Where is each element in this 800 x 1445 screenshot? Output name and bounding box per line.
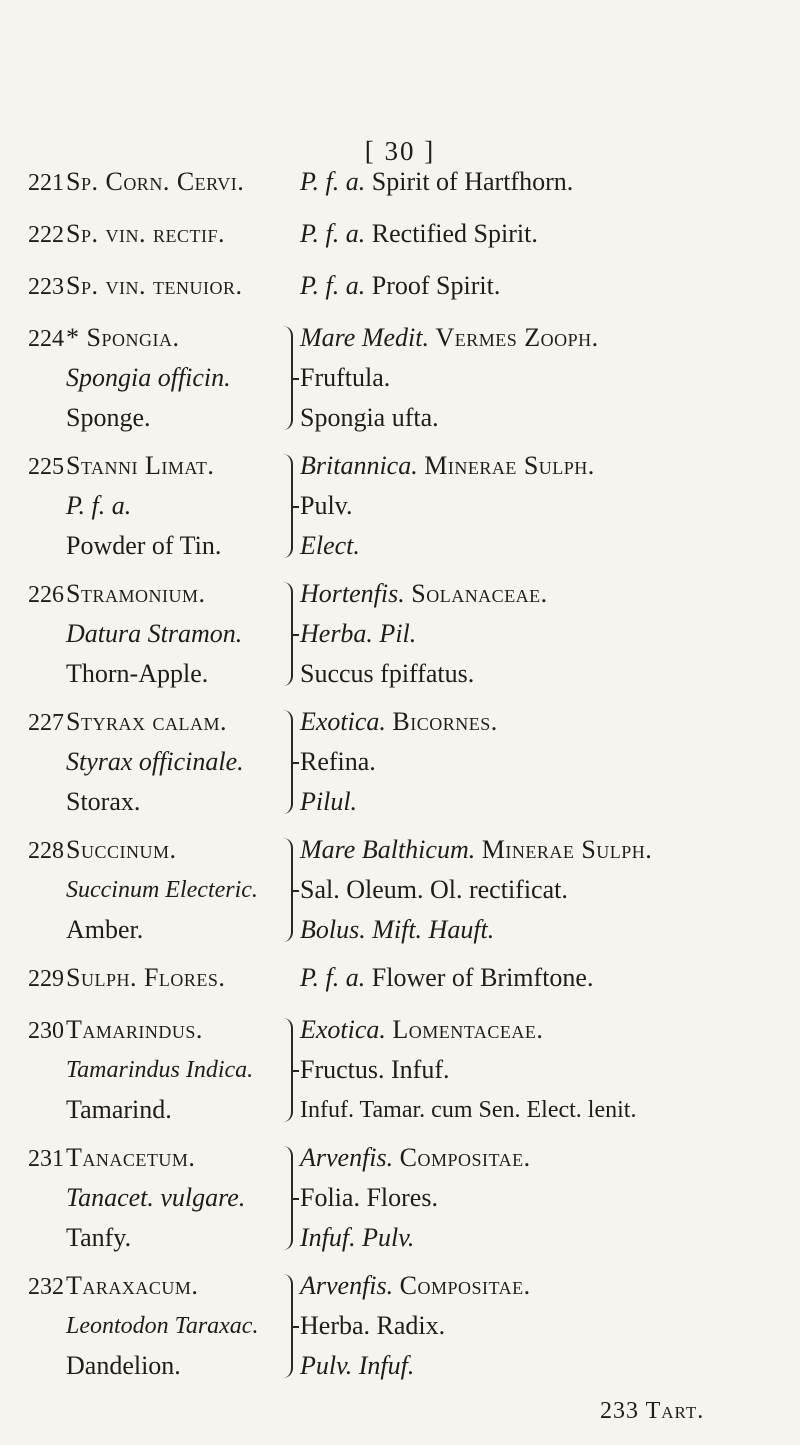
brace — [281, 710, 293, 814]
entry-name: Sp. vin. tenuior. — [66, 271, 243, 300]
entry-name: Stanni Limat. — [66, 451, 215, 480]
entry-habitat: Hortenfis. — [300, 579, 405, 608]
entry-preparation: Elect. — [300, 531, 360, 560]
entry-latin-name: Tamarindus Indica. — [66, 1057, 254, 1083]
entry-name: Tamarindus. — [66, 1015, 203, 1044]
entry-number: 231 — [28, 1146, 64, 1172]
entry-habitat: Britannica. — [300, 451, 418, 480]
entry-preparation: Pilul. — [300, 787, 358, 816]
entry-description: Spirit of Hartfhorn. — [371, 167, 574, 196]
entry-preparation: Bolus. Mift. Hauft. — [300, 915, 495, 944]
entry-latin-name: Succinum Electeric. — [66, 877, 258, 903]
entry-habitat: Exotica. — [300, 1015, 386, 1044]
entry-english-name: Powder of Tin. — [66, 531, 222, 560]
entry-habitat: Mare Balthicum. — [300, 835, 476, 864]
entry-part: Pulv. — [300, 491, 353, 520]
entry-latin-name: Leontodon Taraxac. — [66, 1313, 259, 1339]
brace — [281, 582, 293, 686]
entry-name: Sp. vin. rectif. — [66, 219, 225, 248]
entry-class: Solanaceae. — [411, 579, 548, 608]
entry-number: 227 — [28, 710, 64, 736]
entry-english-name: Tanfy. — [66, 1223, 132, 1252]
brace — [281, 1018, 293, 1122]
entry-number: 223 — [28, 274, 64, 300]
entry-name: Taraxacum. — [66, 1271, 199, 1300]
entry-preparation: Succus fpiffatus. — [300, 659, 475, 688]
entry-english-name: Storax. — [66, 787, 141, 816]
entry-description: Rectified Spirit. — [371, 219, 538, 248]
entry-number: 230 — [28, 1018, 64, 1044]
entry-number: 228 — [28, 838, 64, 864]
entry-preparation: Infuf. Tamar. cum Sen. Elect. lenit. — [300, 1097, 637, 1123]
entry-part: Fruftula. — [300, 363, 391, 392]
entry-habitat: Arvenfis. — [300, 1271, 394, 1300]
entry-number: 226 — [28, 582, 64, 608]
catchword: 233 Tart. — [600, 1398, 705, 1424]
entry-habitat: Mare Medit. — [300, 323, 429, 352]
brace — [281, 838, 293, 942]
entry-part: Folia. Flores. — [300, 1183, 438, 1212]
entry-part: Sal. Oleum. Ol. rectificat. — [300, 875, 568, 904]
entry-latin-name: Styrax officinale. — [66, 747, 244, 776]
entry-source: P. f. a. — [300, 271, 366, 300]
entry-english-name: Sponge. — [66, 403, 151, 432]
entry-number: 224 — [28, 326, 64, 352]
brace — [281, 1274, 293, 1378]
entry-english-name: Dandelion. — [66, 1351, 181, 1380]
entry-number: 225 — [28, 454, 64, 480]
entry-part: Herba. Radix. — [300, 1311, 446, 1340]
entry-class: Bicornes. — [392, 707, 498, 736]
brace — [281, 454, 293, 558]
brace — [281, 326, 293, 430]
entry-habitat: Exotica. — [300, 707, 386, 736]
entry-name: Sp. Corn. Cervi. — [66, 167, 245, 196]
entry-name: * Spongia. — [66, 323, 180, 352]
entry-class: Lomentaceae. — [392, 1015, 544, 1044]
page-number-header: [ 30 ] — [364, 136, 436, 166]
entry-number: 229 — [28, 966, 64, 992]
entry-description: Flower of Brimftone. — [371, 963, 594, 992]
entry-number: 222 — [28, 222, 64, 248]
entry-preparation: Infuf. Pulv. — [300, 1223, 415, 1252]
entry-number: 221 — [28, 170, 64, 196]
entry-description: Proof Spirit. — [371, 271, 501, 300]
entry-preparation: Pulv. Infuf. — [300, 1351, 415, 1380]
entry-english-name: Thorn-Apple. — [66, 659, 209, 688]
entry-preparation: Spongia ufta. — [300, 403, 439, 432]
entry-class: Minerae Sulph. — [481, 835, 653, 864]
entry-latin-name: Tanacet. vulgare. — [66, 1183, 246, 1212]
entry-latin-name: Datura Stramon. — [66, 619, 243, 648]
entry-name: Succinum. — [66, 835, 177, 864]
entry-name: Sulph. Flores. — [66, 963, 226, 992]
entry-part: Fructus. Infuf. — [300, 1055, 450, 1084]
entry-source: P. f. a. — [300, 167, 366, 196]
entry-class: Compositae. — [399, 1143, 531, 1172]
entry-name: Styrax calam. — [66, 707, 227, 736]
entry-name: Tanacetum. — [66, 1143, 196, 1172]
entry-part: Refina. — [300, 747, 376, 776]
entry-english-name: Tamarind. — [66, 1095, 172, 1124]
entry-latin-name: Spongia officin. — [66, 363, 231, 392]
entry-source: P. f. a. — [300, 963, 366, 992]
brace — [281, 1146, 293, 1250]
entry-part: Herba. Pil. — [300, 619, 417, 648]
entry-latin-name: P. f. a. — [66, 491, 132, 520]
entry-name: Stramonium. — [66, 579, 206, 608]
entry-english-name: Amber. — [66, 915, 144, 944]
entry-class: Vermes Zooph. — [435, 323, 599, 352]
entry-class: Minerae Sulph. — [424, 451, 595, 480]
entry-number: 232 — [28, 1274, 64, 1300]
entry-source: P. f. a. — [300, 219, 366, 248]
entry-habitat: Arvenfis. — [300, 1143, 394, 1172]
entry-class: Compositae. — [399, 1271, 531, 1300]
